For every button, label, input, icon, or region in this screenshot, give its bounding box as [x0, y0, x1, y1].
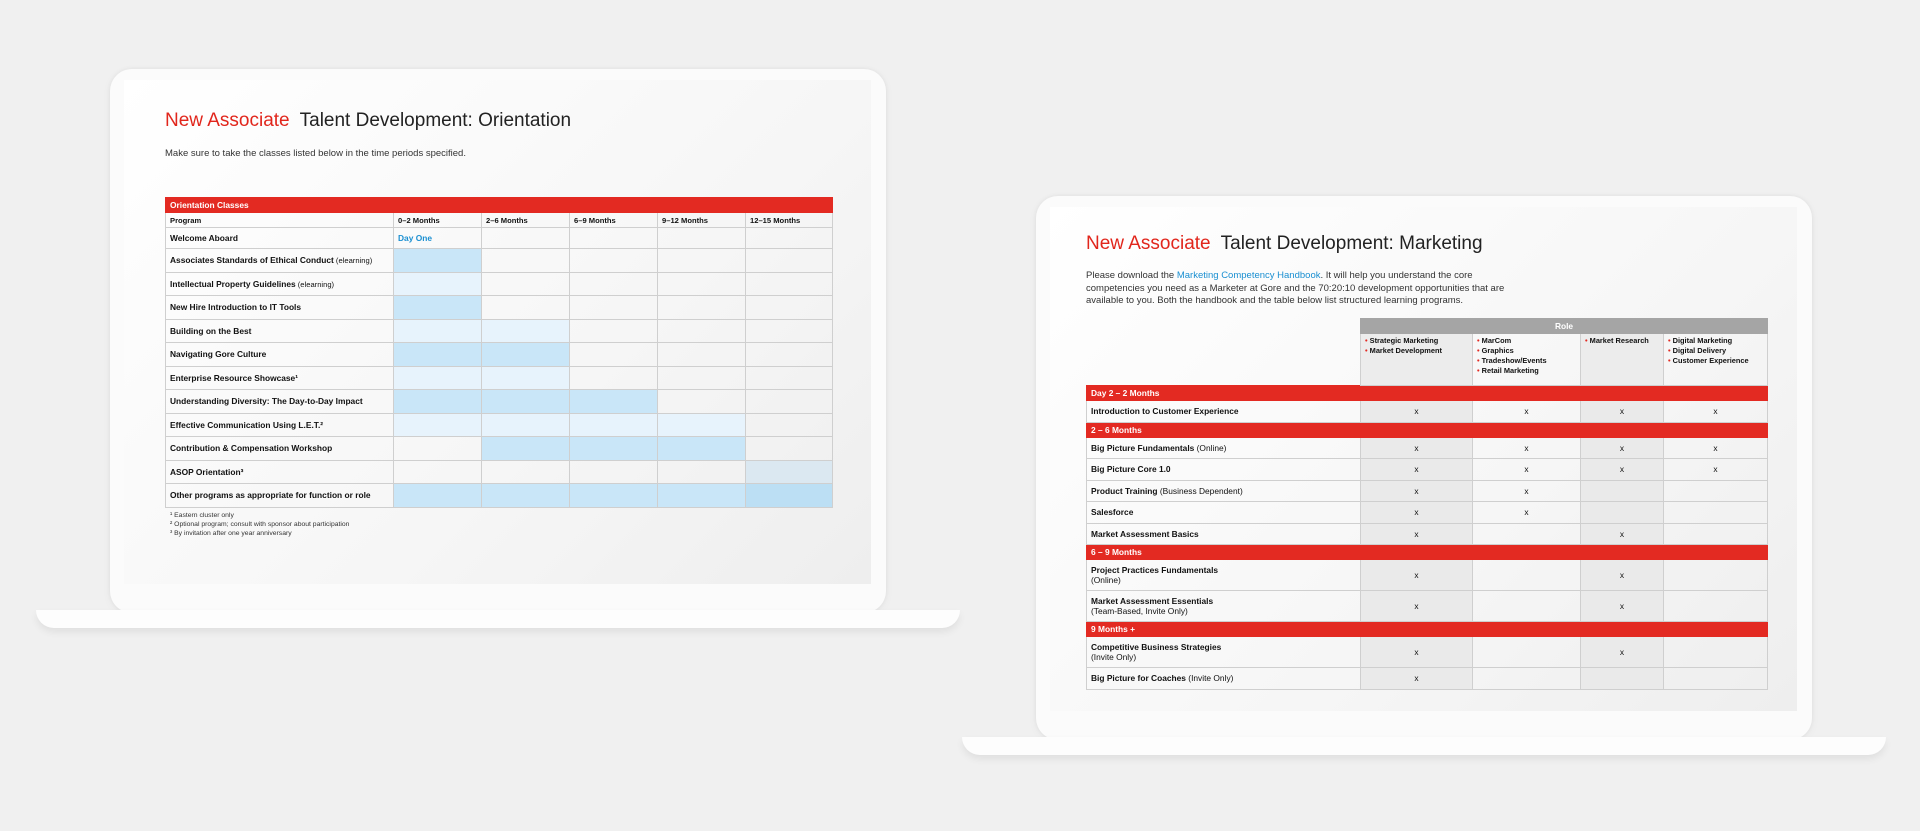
role-item: [1668, 346, 1763, 356]
bullet-icon: •: [1668, 346, 1673, 355]
program-name: Competitive Business Strategies: [1091, 642, 1222, 652]
role-mark-cell: x: [1361, 459, 1473, 481]
period-cell: [746, 437, 833, 461]
program-note: (Invite Only): [1185, 673, 1234, 684]
role-mark-cell: [1473, 637, 1581, 668]
role-item: [1477, 356, 1576, 366]
screen-orientation: [124, 80, 871, 584]
table-row: [1087, 668, 1768, 690]
table-row: [166, 272, 833, 296]
role-mark-cell: x: [1664, 437, 1768, 459]
period-cell: [394, 296, 482, 320]
period-cell: [482, 437, 570, 461]
table-row: [1087, 637, 1768, 668]
period-cell: [658, 366, 746, 390]
role-item: [1477, 336, 1576, 346]
table-row: [166, 249, 833, 273]
period-cell: [394, 228, 482, 249]
role-mark-cell: x: [1473, 502, 1581, 524]
period-cell: [570, 484, 658, 508]
program-note: (elearning): [295, 279, 335, 289]
program-name-cell: [166, 343, 394, 367]
section-header-row: [166, 198, 833, 213]
period-cell: [482, 484, 570, 508]
table-row: [1087, 560, 1768, 591]
program-name: Effective Communication Using L.E.T.²: [170, 419, 324, 430]
period-cell: [482, 249, 570, 273]
period-cell: [658, 249, 746, 273]
program-name: Market Assessment Basics: [1091, 528, 1199, 539]
intro-post: . It will help you understand the core competencies you need as a Marketer at Gore and the 70:20:10 development opportunities that are available to you. Both the handbook and the table below list structured learning programs.: [1086, 270, 1505, 306]
role-mark-cell: x: [1361, 437, 1473, 459]
program-detail: (Team-Based, Invite Only): [1091, 606, 1188, 616]
intro-pre: Please download the: [1086, 270, 1177, 281]
period-cell: [570, 228, 658, 249]
program-name-cell: [1087, 401, 1361, 423]
role-mark-cell: [1664, 560, 1768, 591]
period-cell: [482, 343, 570, 367]
role-mark-cell: x: [1361, 637, 1473, 668]
bullet-icon: •: [1477, 356, 1482, 365]
program-name-cell: [1087, 591, 1361, 622]
program-name-cell: [1087, 459, 1361, 481]
role-mark-cell: [1664, 591, 1768, 622]
screen-marketing: [1050, 207, 1797, 711]
bullet-icon: •: [1365, 346, 1370, 355]
role-mark-cell: x: [1361, 560, 1473, 591]
role-name: Market Research: [1589, 336, 1649, 345]
period-cell: [658, 319, 746, 343]
table-row: [1087, 591, 1768, 622]
role-mark-cell: x: [1581, 459, 1664, 481]
role-label: Role: [1361, 319, 1768, 334]
table-row: [1087, 480, 1768, 502]
program-name-cell: [166, 228, 394, 249]
program-name-cell: [166, 437, 394, 461]
table-row: [166, 484, 833, 508]
title-highlight: New Associate: [1086, 233, 1211, 254]
period-cell: [746, 390, 833, 414]
period-cell: [658, 460, 746, 484]
role-mark-cell: [1664, 523, 1768, 545]
period-cell: [482, 319, 570, 343]
role-item: [1365, 346, 1468, 356]
role-name: Tradeshow/Events: [1481, 356, 1547, 365]
period-cell: [658, 343, 746, 367]
table-row: [1087, 459, 1768, 481]
program-note: (Online): [1194, 442, 1227, 453]
period-cell: [482, 228, 570, 249]
program-name: Project Practices Fundamentals: [1091, 565, 1219, 575]
period-cell: [658, 272, 746, 296]
bullet-icon: •: [1365, 336, 1370, 345]
program-name-cell: [1087, 668, 1361, 690]
period-cell: [394, 390, 482, 414]
role-mark-cell: [1473, 591, 1581, 622]
role-groups-row: [1087, 334, 1768, 386]
program-name: Big Picture for Coaches: [1091, 673, 1186, 684]
role-group-cell: [1473, 334, 1581, 386]
bullet-icon: •: [1477, 346, 1482, 355]
table-row: [1087, 523, 1768, 545]
role-mark-cell: x: [1361, 591, 1473, 622]
period-cell: [482, 366, 570, 390]
period-cell: [746, 272, 833, 296]
role-mark-cell: x: [1581, 437, 1664, 459]
table-row: [166, 366, 833, 390]
table-row: [166, 319, 833, 343]
period-cell: [570, 272, 658, 296]
role-mark-cell: [1664, 480, 1768, 502]
program-name-cell: [1087, 523, 1361, 545]
program-detail: (Invite Only): [1091, 652, 1137, 662]
period-cell: [658, 413, 746, 437]
period-cell: [658, 437, 746, 461]
program-name-cell: [166, 272, 394, 296]
role-group-cell: [1664, 334, 1768, 386]
footnote-2: ² Optional program; consult with sponsor about participation: [170, 521, 350, 528]
role-mark-cell: x: [1361, 668, 1473, 690]
role-mark-cell: x: [1473, 401, 1581, 423]
period-label: 6 – 9 Months: [1087, 545, 1768, 560]
bullet-icon: •: [1477, 366, 1482, 375]
handbook-link[interactable]: Marketing Competency Handbook: [1176, 270, 1321, 281]
program-name-cell: [166, 296, 394, 320]
role-name: Graphics: [1481, 346, 1514, 355]
role-name: Strategic Marketing: [1369, 336, 1439, 345]
program-note: (elearning): [333, 256, 373, 266]
period-cell: [658, 228, 746, 249]
role-mark-cell: [1664, 637, 1768, 668]
period-cell: [394, 249, 482, 273]
intro-text: Make sure to take the classes listed below in the time periods specified.: [165, 148, 466, 159]
title-highlight: New Associate: [165, 110, 290, 131]
period-label: Day 2 – 2 Months: [1087, 386, 1768, 401]
table-row: [1087, 437, 1768, 459]
program-detail: (Online): [1091, 575, 1121, 585]
program-name: Big Picture Fundamentals: [1091, 442, 1195, 453]
period-cell: [394, 343, 482, 367]
program-name-cell: [1087, 480, 1361, 502]
role-mark-cell: x: [1581, 523, 1664, 545]
period-cell: [394, 319, 482, 343]
period-section-row: [1087, 422, 1768, 437]
table-row: [166, 413, 833, 437]
program-name: Intellectual Property Guidelines: [170, 278, 296, 289]
bullet-icon: •: [1585, 336, 1590, 345]
role-name: Customer Experience: [1672, 356, 1749, 365]
role-mark-cell: x: [1664, 401, 1768, 423]
period-cell: [746, 319, 833, 343]
laptop-base: [962, 737, 1886, 755]
program-name-cell: [166, 484, 394, 508]
role-mark-cell: x: [1581, 401, 1664, 423]
period-cell: [746, 249, 833, 273]
period-cell: [746, 296, 833, 320]
period-cell: [746, 484, 833, 508]
period-cell: [746, 343, 833, 367]
program-name-cell: [166, 319, 394, 343]
bullet-icon: •: [1477, 336, 1482, 345]
program-name: Understanding Diversity: The Day-to-Day Impact: [170, 396, 363, 407]
role-item: [1585, 336, 1659, 346]
table-row: [166, 460, 833, 484]
period-cell: [746, 228, 833, 249]
period-cell: [394, 437, 482, 461]
column-header: 0–2 Months: [394, 213, 482, 228]
role-mark-cell: x: [1361, 401, 1473, 423]
program-name: Building on the Best: [170, 325, 252, 336]
orientation-table: [165, 197, 833, 508]
program-name: Navigating Gore Culture: [170, 349, 267, 360]
period-cell: [658, 390, 746, 414]
role-mark-cell: [1473, 523, 1581, 545]
role-mark-cell: [1473, 560, 1581, 591]
role-mark-cell: [1664, 668, 1768, 690]
program-name-cell: [166, 390, 394, 414]
footnote-1: ¹ Eastern cluster only: [170, 512, 234, 519]
period-cell: [482, 390, 570, 414]
role-mark-cell: [1581, 668, 1664, 690]
role-mark-cell: x: [1581, 591, 1664, 622]
role-mark-cell: x: [1581, 637, 1664, 668]
role-mark-cell: [1473, 668, 1581, 690]
period-cell: [482, 296, 570, 320]
role-mark-cell: x: [1473, 437, 1581, 459]
role-mark-cell: [1581, 502, 1664, 524]
period-cell: [482, 460, 570, 484]
program-name-cell: [1087, 637, 1361, 668]
column-header: 9–12 Months: [658, 213, 746, 228]
program-name-cell: [1087, 502, 1361, 524]
role-mark-cell: x: [1473, 480, 1581, 502]
period-cell: [394, 413, 482, 437]
column-header: 6–9 Months: [570, 213, 658, 228]
period-cell: [482, 272, 570, 296]
program-name: Big Picture Core 1.0: [1091, 464, 1171, 475]
bullet-icon: •: [1668, 336, 1673, 345]
role-name: MarCom: [1481, 336, 1512, 345]
role-mark-cell: x: [1361, 523, 1473, 545]
blank-cell: [1087, 319, 1361, 334]
table-row: [166, 343, 833, 367]
role-name: Market Development: [1369, 346, 1442, 355]
period-cell: [570, 366, 658, 390]
title-main: Talent Development: Orientation: [299, 110, 572, 131]
period-cell: [570, 249, 658, 273]
program-name: Associates Standards of Ethical Conduct: [170, 255, 334, 266]
footnote-3: ³ By invitation after one year anniversary: [170, 530, 292, 537]
program-name: Other programs as appropriate for function or role: [170, 490, 371, 501]
program-name: Product Training: [1091, 485, 1158, 496]
period-section-row: [1087, 622, 1768, 637]
program-name-cell: [166, 249, 394, 273]
program-name-cell: [1087, 560, 1361, 591]
table-row: [166, 228, 833, 249]
period-cell: [394, 460, 482, 484]
marketing-table: [1086, 318, 1768, 690]
bullet-icon: •: [1668, 356, 1673, 365]
period-cell: [570, 296, 658, 320]
role-mark-cell: [1581, 480, 1664, 502]
table-row: [166, 437, 833, 461]
role-mark-cell: x: [1361, 480, 1473, 502]
intro-text: [1086, 270, 1526, 308]
period-label: 9 Months +: [1087, 622, 1768, 637]
footnotes: [170, 511, 349, 538]
role-mark-cell: x: [1581, 560, 1664, 591]
program-name: Welcome Aboard: [170, 233, 238, 243]
role-name: Retail Marketing: [1481, 366, 1539, 375]
role-mark-cell: x: [1664, 459, 1768, 481]
period-cell: [394, 484, 482, 508]
role-name: Digital Delivery: [1672, 346, 1727, 355]
period-cell: [570, 319, 658, 343]
table-row: [1087, 401, 1768, 423]
laptop-base: [36, 610, 960, 628]
program-name-cell: [166, 366, 394, 390]
period-cell: [570, 437, 658, 461]
program-name: Contribution & Compensation Workshop: [170, 443, 333, 454]
table-row: [166, 390, 833, 414]
column-header: 12–15 Months: [746, 213, 833, 228]
role-item: [1365, 336, 1468, 346]
table-row: [166, 296, 833, 320]
role-item: [1477, 346, 1576, 356]
role-group-cell: [1361, 334, 1473, 386]
page-title: [165, 110, 571, 132]
program-name: ASOP Orientation³: [170, 466, 244, 477]
column-header: Program: [166, 213, 394, 228]
column-header: 2–6 Months: [482, 213, 570, 228]
period-cell: [394, 272, 482, 296]
role-item: [1668, 356, 1763, 366]
page-title: [1086, 233, 1483, 255]
program-name: Market Assessment Essentials: [1091, 596, 1214, 606]
section-label: Orientation Classes: [166, 198, 833, 213]
program-name: Introduction to Customer Experience: [1091, 406, 1239, 417]
period-cell: [394, 366, 482, 390]
role-mark-cell: x: [1361, 502, 1473, 524]
blank-cell: [1087, 334, 1361, 386]
day-one-label: Day One: [398, 233, 432, 243]
program-name-cell: [166, 460, 394, 484]
program-name-cell: [166, 413, 394, 437]
period-cell: [658, 296, 746, 320]
period-cell: [570, 413, 658, 437]
role-header-row: [1087, 319, 1768, 334]
period-section-row: [1087, 545, 1768, 560]
period-section-row: [1087, 386, 1768, 401]
role-group-cell: [1581, 334, 1664, 386]
title-main: Talent Development: Marketing: [1220, 233, 1483, 254]
program-name: New Hire Introduction to IT Tools: [170, 302, 302, 313]
period-cell: [570, 343, 658, 367]
role-mark-cell: x: [1473, 459, 1581, 481]
period-cell: [746, 460, 833, 484]
period-label: 2 – 6 Months: [1087, 422, 1768, 437]
period-cell: [658, 484, 746, 508]
period-cell: [482, 413, 570, 437]
program-name: Salesforce: [1091, 507, 1134, 518]
program-name: Enterprise Resource Showcase¹: [170, 372, 299, 383]
table-row: [1087, 502, 1768, 524]
period-cell: [570, 390, 658, 414]
period-cell: [746, 413, 833, 437]
period-cell: [570, 460, 658, 484]
role-mark-cell: [1664, 502, 1768, 524]
role-name: Digital Marketing: [1672, 336, 1733, 345]
program-name-cell: [1087, 437, 1361, 459]
role-item: [1668, 336, 1763, 346]
column-header-row: [166, 213, 833, 228]
period-cell: [746, 366, 833, 390]
role-item: [1477, 366, 1576, 376]
program-note: (Business Dependent): [1157, 485, 1243, 496]
